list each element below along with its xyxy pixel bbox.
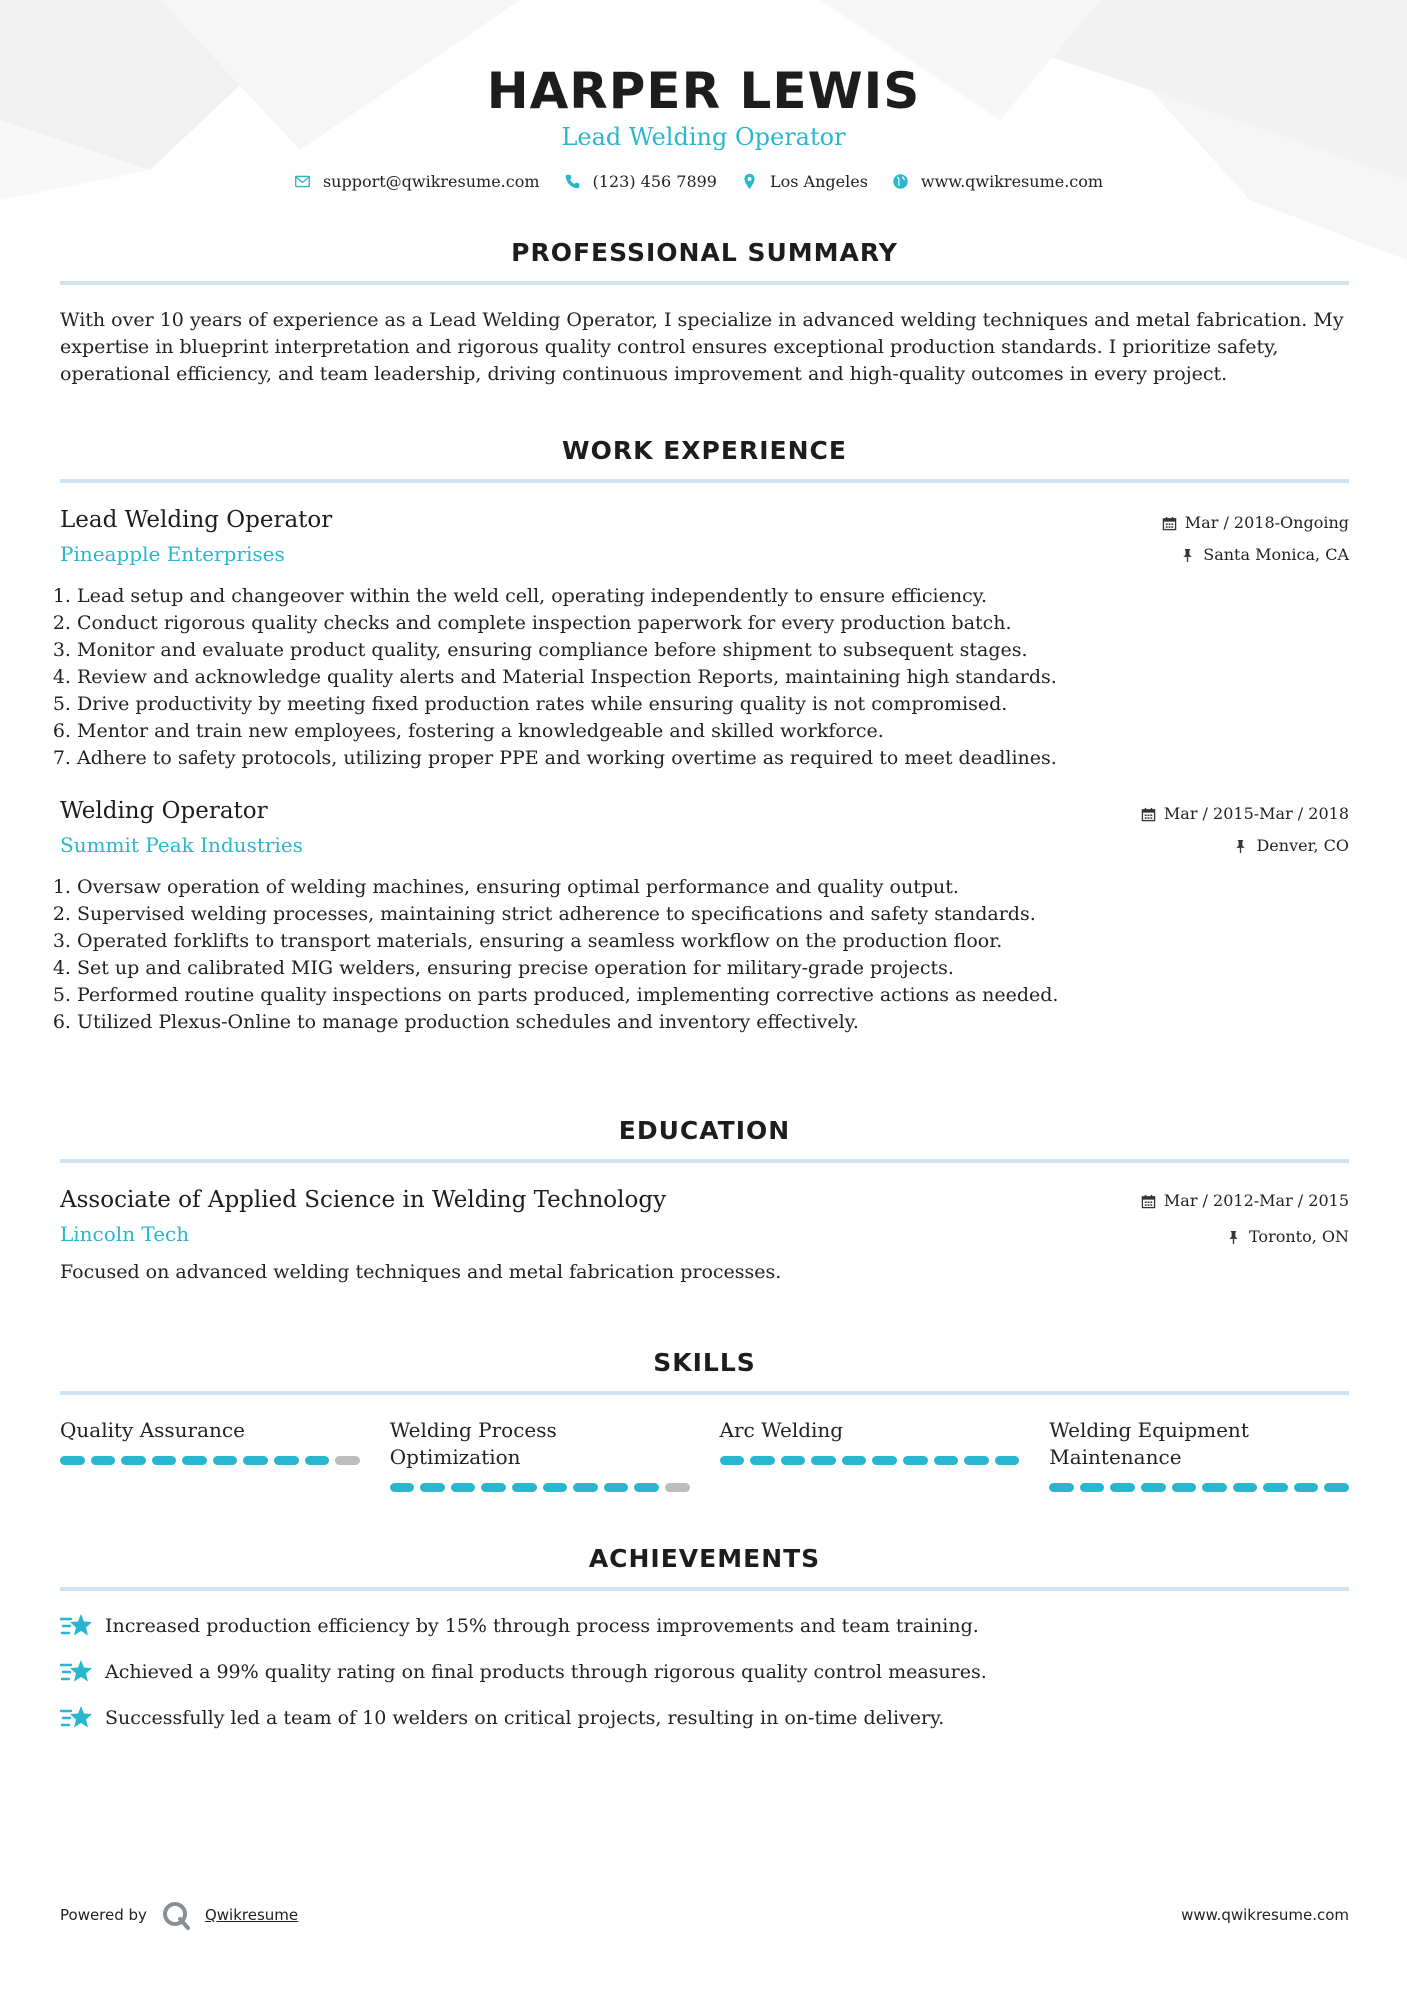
skill-item [1049,1417,1349,1492]
phone-icon [564,173,581,190]
list-item: 1. Oversaw operation of welding machines, ensuring optimal performance and quality output. [77,874,1349,901]
contact-bar [0,172,1407,191]
skill-segment-filled [481,1483,506,1492]
skills-section [60,1348,1349,1492]
skill-level-bar [60,1456,360,1465]
list-item: 6. Utilized Plexus-Online to manage production schedules and inventory effectively. [77,1009,1349,1036]
skill-segment-filled [842,1456,867,1465]
education-section [60,1116,1349,1286]
achievement-item [60,1657,1349,1687]
skill-segment-filled [604,1483,629,1492]
skill-name: Arc Welding [719,1418,844,1442]
calendar-icon [1141,1194,1156,1209]
skill-segment-filled [121,1456,146,1465]
skill-segment-filled [420,1483,445,1492]
achievements-heading: ACHIEVEMENTS [60,1544,1349,1591]
achievements-section [60,1544,1349,1733]
star-icon [60,1611,93,1641]
list-item: 5. Drive productivity by meeting fixed production rates while ensuring quality is not compromised. [77,691,1349,718]
skill-item [60,1417,360,1492]
skill-segment-filled [573,1483,598,1492]
skill-segment-filled [872,1456,897,1465]
education-dates: Mar / 2012-Mar / 2015 [1163,1191,1349,1210]
job-role: Lead Welding Operator [60,507,333,533]
achievement-text: Increased production efficiency by 15% through process improvements and team training. [105,1614,979,1637]
contact-website-text: www.qwikresume.com [920,172,1104,191]
list-item: 6. Mentor and train new employees, fostering a knowledgeable and skilled workforce. [77,718,1349,745]
skill-level-bar [390,1483,690,1492]
experience-section [60,436,1349,1036]
job-bullets [60,583,1349,772]
skills-heading: SKILLS [60,1348,1349,1395]
skill-segment-filled [1233,1483,1258,1492]
job-role: Welding Operator [60,798,268,824]
skill-segment-filled [512,1483,537,1492]
skill-segment-filled [91,1456,116,1465]
skill-segment-filled [1324,1483,1349,1492]
resume-header [0,0,1407,191]
skill-segment-empty [665,1483,690,1492]
skill-segment-filled [152,1456,177,1465]
job-location: Denver, CO [1256,836,1349,855]
education-location: Toronto, ON [1249,1227,1349,1246]
pushpin-icon [1180,548,1195,563]
skill-segment-filled [903,1456,928,1465]
star-icon [60,1703,93,1733]
list-item: 2. Conduct rigorous quality checks and complete inspection paperwork for every production batch. [77,610,1349,637]
skill-segment-filled [1202,1483,1227,1492]
skill-level-bar [720,1456,1020,1465]
globe-icon [892,173,909,190]
education-entry [60,1185,1349,1286]
list-item: 1. Lead setup and changeover within the weld cell, operating independently to ensure efficiency. [77,583,1349,610]
star-icon [60,1657,93,1687]
skill-segment-filled [964,1456,989,1465]
skills-list [60,1417,1349,1492]
pushpin-icon [1226,1230,1241,1245]
contact-location-text: Los Angeles [769,172,868,191]
education-school: Lincoln Tech [60,1222,190,1246]
list-item: 2. Supervised welding processes, maintaining strict adherence to specifications and safety standards. [77,901,1349,928]
skill-segment-filled [60,1456,85,1465]
skill-level-bar [1049,1483,1349,1492]
skill-segment-filled [934,1456,959,1465]
education-heading: EDUCATION [60,1116,1349,1163]
calendar-icon [1141,807,1156,822]
candidate-name: HARPER LEWIS [486,62,921,120]
job-dates: Mar / 2018-Ongoing [1184,513,1349,532]
powered-by-label: Powered by [60,1906,147,1924]
skill-name: Welding Equipment Maintenance [1049,1418,1249,1469]
achievements-list [60,1611,1349,1733]
skill-segment-filled [1080,1483,1105,1492]
skill-item [390,1417,690,1492]
achievement-item [60,1611,1349,1641]
pushpin-icon [1233,839,1248,854]
list-item: 5. Performed routine quality inspections on parts produced, implementing corrective actions as needed. [77,982,1349,1009]
achievement-text: Achieved a 99% quality rating on final products through rigorous quality control measures. [105,1660,987,1683]
contact-location [741,172,868,191]
footer-website-link[interactable]: www.qwikresume.com [1181,1906,1349,1924]
list-item: 3. Operated forklifts to transport materials, ensuring a seamless workflow on the production floor. [77,928,1349,955]
footer [60,1900,1349,1930]
skill-segment-filled [1141,1483,1166,1492]
job-dates: Mar / 2015-Mar / 2018 [1163,804,1349,823]
calendar-icon [1162,516,1177,531]
skill-segment-filled [390,1483,415,1492]
qwikresume-link[interactable]: Qwikresume [204,1906,299,1924]
skill-segment-filled [1049,1483,1074,1492]
skill-segment-filled [750,1456,775,1465]
achievement-text: Successfully led a team of 10 welders on critical projects, resulting in on-time delivery. [105,1706,945,1729]
achievement-item [60,1703,1349,1733]
skill-segment-filled [213,1456,238,1465]
skill-segment-filled [274,1456,299,1465]
skill-segment-filled [811,1456,836,1465]
skill-segment-filled [995,1456,1020,1465]
skill-segment-filled [182,1456,207,1465]
skill-segment-filled [1110,1483,1135,1492]
skill-segment-filled [451,1483,476,1492]
skill-segment-filled [543,1483,568,1492]
list-item: 4. Review and acknowledge quality alerts and Material Inspection Reports, maintaining high standards. [77,664,1349,691]
skill-segment-empty [335,1456,360,1465]
skill-segment-filled [634,1483,659,1492]
skill-segment-filled [1172,1483,1197,1492]
education-degree: Associate of Applied Science in Welding Technology [60,1187,667,1213]
job-company: Summit Peak Industries [60,833,303,857]
job-company: Pineapple Enterprises [60,542,285,566]
skill-segment-filled [781,1456,806,1465]
summary-heading: PROFESSIONAL SUMMARY [60,238,1349,285]
contact-email-text: support@qwikresume.com [322,172,540,191]
skill-segment-filled [243,1456,268,1465]
skill-segment-filled [1294,1483,1319,1492]
skill-segment-filled [720,1456,745,1465]
list-item: 3. Monitor and evaluate product quality, ensuring compliance before shipment to subsequent stages. [77,637,1349,664]
envelope-icon [294,173,311,190]
job-bullets [60,874,1349,1036]
job-entry [60,796,1349,1036]
skill-name: Welding Process Optimization [389,1418,557,1469]
qwikresume-logo-icon [161,1900,191,1930]
education-description: Focused on advanced welding techniques and metal fabrication processes. [60,1261,782,1283]
list-item: 7. Adhere to safety protocols, utilizing proper PPE and working overtime as required to meet deadlines. [77,745,1349,772]
contact-email[interactable] [294,172,540,191]
skill-segment-filled [1263,1483,1288,1492]
candidate-title: Lead Welding Operator [561,123,846,151]
job-location: Santa Monica, CA [1203,545,1349,564]
summary-section [60,238,1349,388]
skill-segment-filled [305,1456,330,1465]
map-pin-icon [741,173,758,190]
list-item: 4. Set up and calibrated MIG welders, ensuring precise operation for military-grade projects. [77,955,1349,982]
contact-phone-text: (123) 456 7899 [592,172,717,191]
experience-heading: WORK EXPERIENCE [60,436,1349,483]
contact-phone[interactable] [564,172,717,191]
job-entry [60,505,1349,772]
summary-text: With over 10 years of experience as a Lead Welding Operator, I specialize in advanced welding techniques and metal fabrication. My expertise in blueprint interpretation and rigorous quality control ensures exceptional production standards. I prioritize safety, operational efficiency, and team leadership, driving continuous improvement and high-quality outcomes in every project. [60,309,1344,385]
skill-name: Quality Assurance [60,1418,245,1442]
skill-item [720,1417,1020,1492]
contact-website[interactable] [892,172,1103,191]
